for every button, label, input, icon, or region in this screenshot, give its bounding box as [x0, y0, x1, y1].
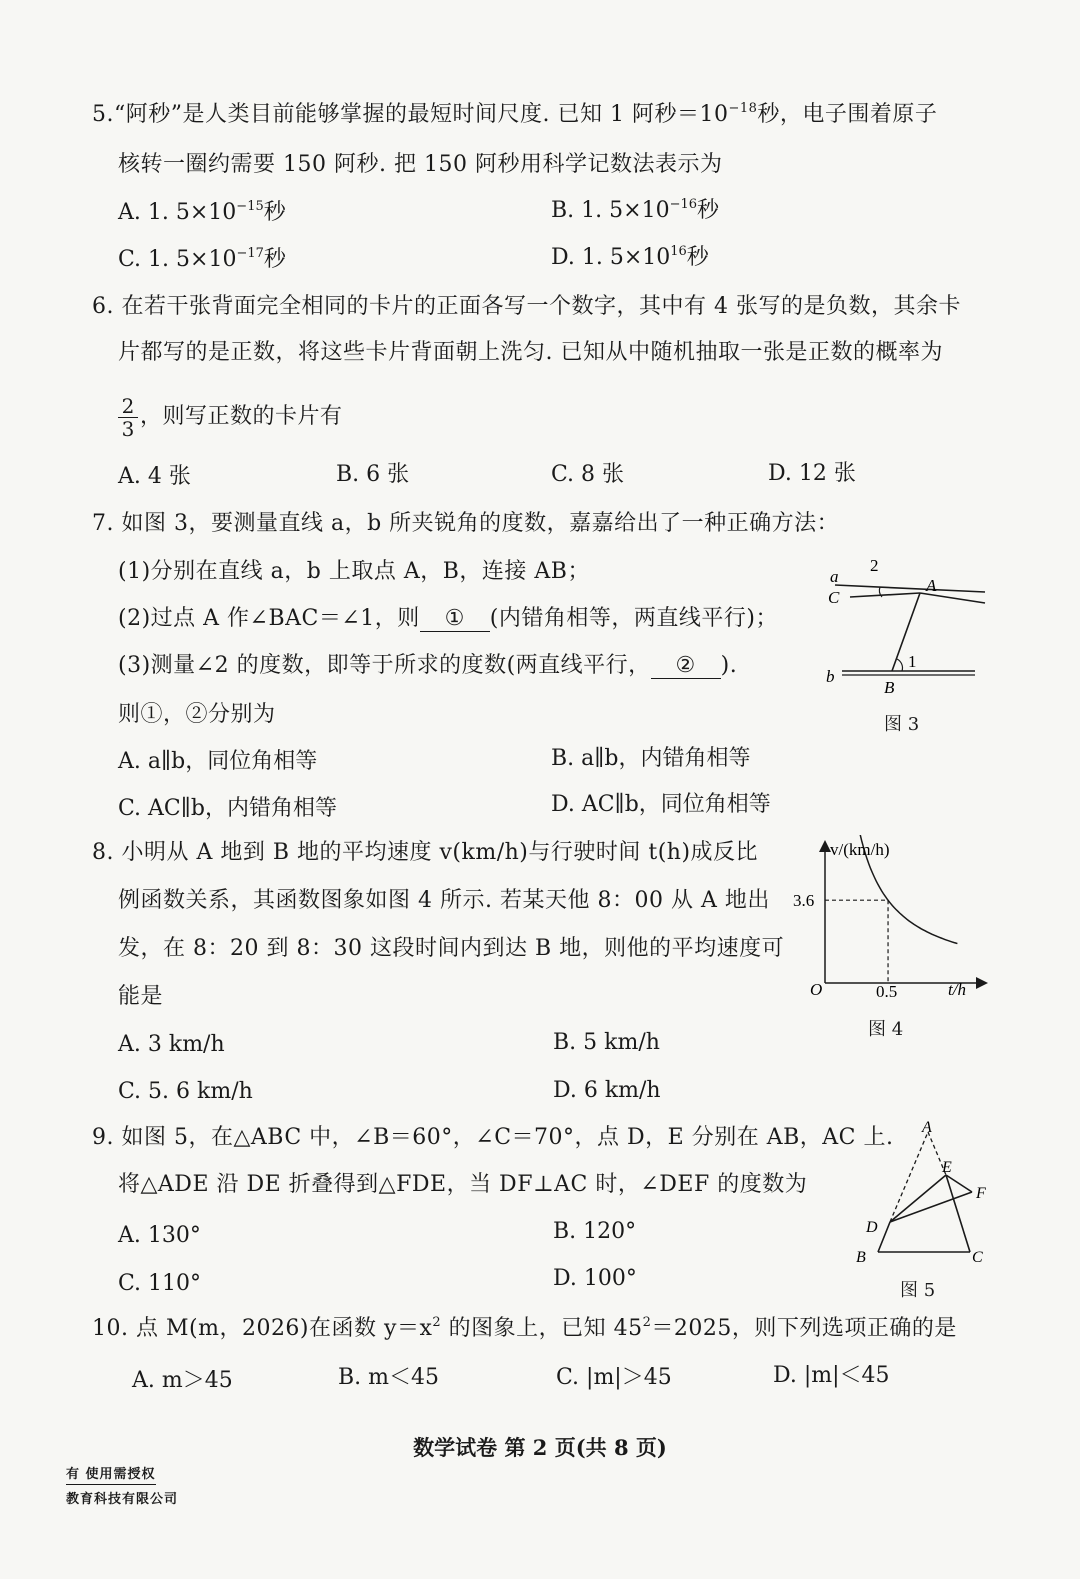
segment-ec — [946, 1175, 970, 1252]
page-footer: 数学试卷 第 2 页(共 8 页) — [413, 1435, 667, 1460]
label-C: C — [972, 1249, 983, 1266]
q7-option-b[interactable]: B. a∥b，内错角相等 — [551, 746, 751, 771]
label-E: E — [942, 1159, 952, 1176]
q10-stem: 10. 点 M(m，2026)在函数 $y=x^2$ 的图象上，已知 $45^2=2025$，则下列选项正确的是 — [92, 1315, 957, 1341]
q9-option-b[interactable]: B. 120° — [553, 1219, 637, 1244]
q7-step3: (3)测量∠2 的度数，即等于所求的度数(两直线平行， ② ). — [118, 653, 738, 678]
q9-option-c[interactable]: C. 110° — [118, 1271, 202, 1296]
q8-stem-line4: 能是 — [118, 984, 164, 1009]
q6-stem-line1: 6. 在若干张背面完全相同的卡片的正面各写一个数字，其中有 4 张写的是负数，其余卡 — [92, 294, 961, 319]
segment-de — [890, 1175, 946, 1222]
copyright-stamp-line2: 教育科技有限公司 — [66, 1492, 179, 1507]
q8-stem-line2: 例函数关系，其函数图象如图 4 所示. 若某天他 8：00 从 A 地出 — [118, 888, 770, 913]
figure-3 — [820, 555, 995, 705]
q7-option-c[interactable]: C. AC∥b，内错角相等 — [118, 796, 338, 821]
label-A: A — [922, 1120, 932, 1136]
q6-option-a[interactable]: A. 4 张 — [118, 464, 191, 489]
q8-option-d[interactable]: D. 6 km/h — [553, 1078, 661, 1103]
copyright-stamp-line1: 有 使用需授权 — [66, 1463, 156, 1485]
q5-option-a[interactable]: A. 1. $5\times 10^{-15}$秒 — [118, 199, 286, 225]
figure-4-caption: 图 4 — [868, 1019, 904, 1040]
x-tick-label: 0.5 — [876, 982, 898, 1001]
q9-stem-line2: 将△ADE 沿 DE 折叠得到△FDE，当 DF⊥AC 时，∠DEF 的度数为 — [118, 1172, 808, 1197]
q8-stem-line1: 8. 小明从 A 地到 B 地的平均速度 v(km/h)与行驶时间 t(h)成反比 — [92, 840, 759, 865]
q7-ask: 则①，②分别为 — [118, 702, 276, 727]
q10-option-b[interactable]: B. m＜45 — [338, 1365, 440, 1390]
q6-fraction-denominator: 3 — [121, 417, 135, 441]
q10-option-c[interactable]: C. |m|＞45 — [556, 1365, 672, 1390]
q7-step1: (1)分别在直线 a，b 上取点 A，B，连接 AB； — [118, 559, 590, 584]
label-B: B — [856, 1249, 866, 1266]
line-a — [835, 585, 985, 592]
q8-stem-line3: 发，在 8：20 到 8：30 这段时间内到达 B 地，则他的平均速度可 — [118, 936, 785, 961]
angle-1-arc — [897, 659, 902, 671]
x-axis-label: t/h — [948, 980, 966, 999]
label-1: 1 — [908, 652, 917, 671]
q5-option-c[interactable]: C. 1. $5\times 10^{-17}$秒 — [118, 246, 286, 272]
q5-stem-line2: 核转一圈约需要 150 阿秒. 把 150 阿秒用科学记数法表示为 — [118, 152, 723, 177]
q7-blank-1: ① — [420, 607, 490, 632]
segment-da-dashed — [890, 1132, 928, 1222]
q8-option-b[interactable]: B. 5 km/h — [553, 1030, 660, 1055]
label-c: C — [828, 588, 840, 607]
label-B: B — [884, 678, 895, 697]
figure-5-caption: 图 5 — [900, 1280, 936, 1301]
q5-option-b[interactable]: B. 1. $5\times 10^{-16}$秒 — [551, 197, 720, 223]
q6-option-b[interactable]: B. 6 张 — [336, 462, 410, 487]
q8-option-c[interactable]: C. 5. 6 km/h — [118, 1079, 253, 1104]
q9-option-d[interactable]: D. 100° — [553, 1266, 637, 1291]
segment-bd — [878, 1222, 890, 1252]
y-axis-label: v/(km/h) — [830, 840, 890, 859]
q6-fraction-numerator: 2 — [118, 395, 138, 418]
q6-stem-line3: ，则写正数的卡片有 — [140, 404, 343, 429]
q6-option-c[interactable]: C. 8 张 — [551, 462, 625, 487]
label-b: b — [826, 667, 835, 686]
q9-option-a[interactable]: A. 130° — [118, 1223, 201, 1248]
q9-stem-line1: 9. 如图 5，在△ABC 中，∠B＝60°，∠C＝70°，点 D，E 分别在 AB，AC 上. — [92, 1125, 894, 1150]
q5-stem-line1: 5.“阿秒”是人类目前能够掌握的最短时间尺度. 已知 1 阿秒$=10^{-18}$秒，电子围着原子 — [92, 101, 938, 127]
q7-stem-line1: 7. 如图 3，要测量直线 a，b 所夹锐角的度数，嘉嘉给出了一种正确方法： — [92, 511, 840, 536]
q7-blank-2: ② — [651, 654, 721, 679]
figure-5 — [850, 1120, 995, 1270]
figure-4-chart — [790, 835, 990, 1010]
q7-option-a[interactable]: A. a∥b，同位角相等 — [118, 749, 318, 774]
figure-3-caption: 图 3 — [884, 714, 920, 735]
q6-stem-line2: 片都写的是正数，将这些卡片背面朝上洗匀. 已知从中随机抽取一张是正数的概率为 — [118, 340, 943, 365]
y-tick-label: 3.6 — [793, 891, 815, 911]
q10-option-d[interactable]: D. |m|＜45 — [773, 1363, 890, 1388]
label-F: F — [976, 1185, 986, 1202]
q7-step2: (2)过点 A 作∠BAC＝∠1，则 ① (内错角相等，两直线平行)； — [118, 606, 778, 631]
q8-option-a[interactable]: A. 3 km/h — [118, 1032, 225, 1057]
q6-fraction — [118, 395, 138, 440]
label-a: a — [830, 567, 839, 586]
q10-option-a[interactable]: A. m＞45 — [132, 1368, 233, 1393]
origin-label: O — [810, 980, 823, 999]
q6-option-d[interactable]: D. 12 张 — [768, 461, 856, 486]
label-A: A — [926, 576, 937, 595]
q7-option-d[interactable]: D. AC∥b，同位角相等 — [551, 792, 771, 817]
label-2: 2 — [870, 556, 879, 575]
line-ac — [850, 593, 920, 597]
label-D: D — [866, 1219, 878, 1236]
q5-option-d[interactable]: D. 1. $5\times 10^{16}$秒 — [551, 244, 709, 270]
